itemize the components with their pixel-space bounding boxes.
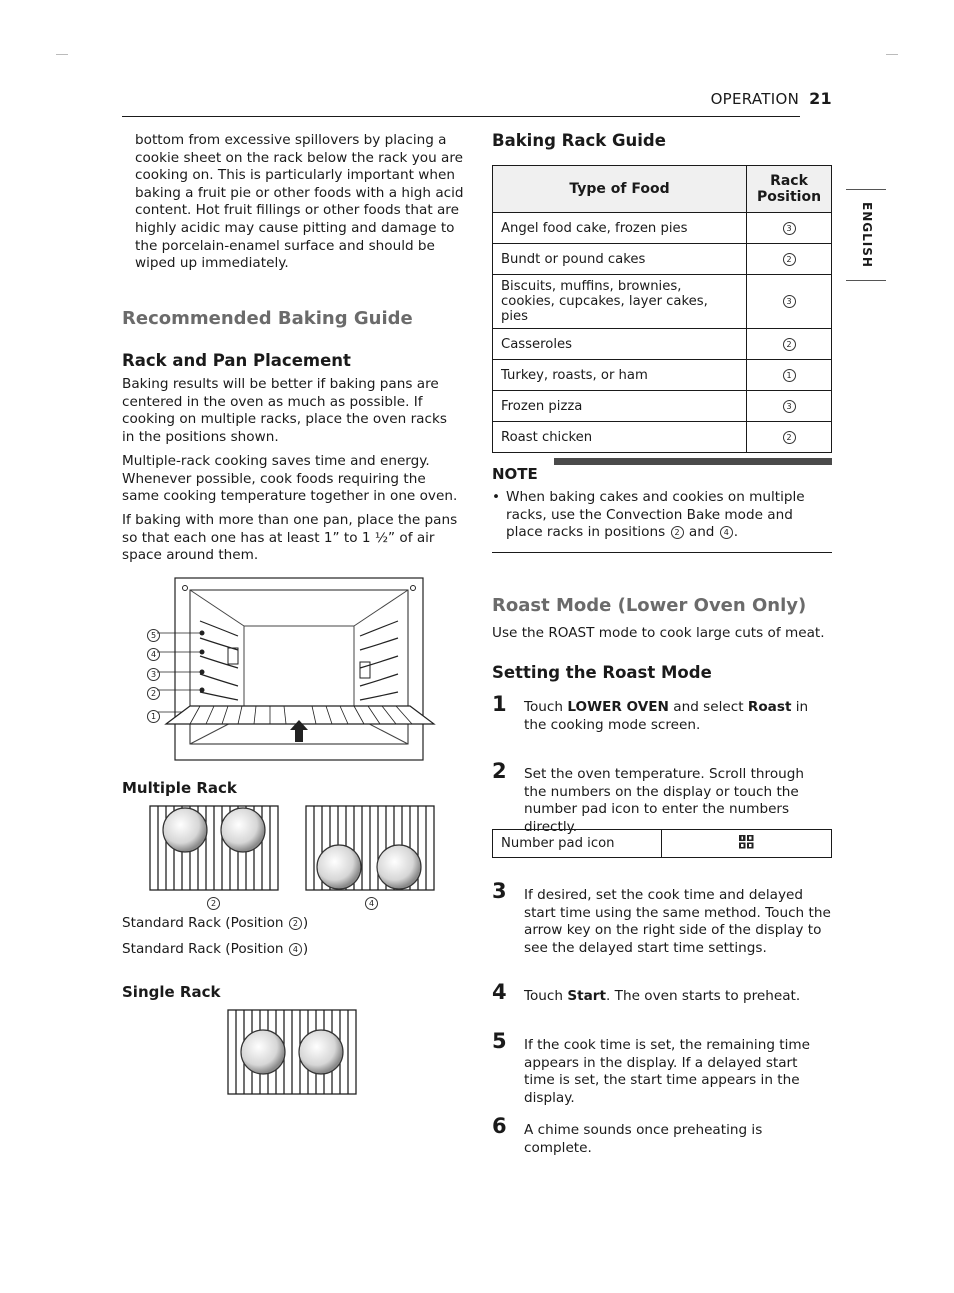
rack-position-label: 3: [147, 668, 160, 681]
roast-title: Roast Mode (Lower Oven Only): [492, 595, 807, 616]
rack-position-label: 4: [147, 648, 160, 661]
standard-rack-caption-2: Standard Rack (Position 4 ): [122, 941, 309, 957]
crop-mark: [56, 54, 68, 55]
intro-paragraph: bottom from excessive spillovers by placing a cookie sheet on the rack below the rack you are cooking on. This is particularly important when baking a fruit pie or other foods with a high acid content. Hot fruit fillings or other foods that are highly acidic may cause pitting and damage to the porcelain-enamel surface and should be wiped up immediately.: [135, 132, 464, 272]
col-header-food: Type of Food: [493, 166, 747, 213]
header-rule: [122, 116, 800, 117]
setting-title: Setting the Roast Mode: [492, 663, 712, 682]
roast-intro: Use the ROAST mode to cook large cuts of meat.: [492, 625, 825, 641]
table-row: Frozen pizza 3: [493, 391, 832, 422]
number-pad-label: Number pad icon: [493, 830, 662, 858]
paragraph-1: Baking results will be better if baking pans are centered in the oven as much as possible. If cooking on multiple racks, place the oven racks in the positions shown.: [122, 376, 447, 445]
col-header-position: Rack Position: [747, 166, 832, 213]
step-4-text: Touch Start. The oven starts to preheat.: [524, 988, 801, 1004]
single-rack-title: Single Rack: [122, 983, 221, 1001]
step-number: 5: [492, 1029, 507, 1053]
crop-mark: [886, 54, 898, 55]
bullet: •: [492, 489, 501, 505]
table-row: Turkey, roasts, or ham 1: [493, 360, 832, 391]
rack-position-label: 1: [147, 710, 160, 723]
table-row: Biscuits, muffins, brownies, cookies, cupcakes, layer cakes, pies 3: [493, 275, 832, 329]
paragraph-2: Multiple-rack cooking saves time and energy. Whenever possible, cook foods requiring the same cooking temperature together in one oven.: [122, 453, 458, 505]
language-label: ENGLISH: [860, 202, 874, 268]
multiple-rack-illustration: [148, 804, 438, 894]
number-pad-table: [492, 829, 832, 858]
section-title: Recommended Baking Guide: [122, 308, 413, 329]
step-3-text: If desired, set the cook time and delayed start time using the same method. Touch the arrow key on the right side of the display to see the delayed start time settings.: [524, 887, 831, 956]
standard-rack-caption-1: Standard Rack (Position 2 ): [122, 915, 309, 931]
step-5-text: If the cook time is set, the remaining time appears in the display. If a delayed start time is set, the start time appears in the display.: [524, 1037, 810, 1106]
step-6-text: A chime sounds once preheating is complete.: [524, 1122, 763, 1156]
note-bar: [554, 458, 832, 465]
table-row: Roast chicken 2: [493, 422, 832, 453]
step-number: 3: [492, 879, 507, 903]
table-title: Baking Rack Guide: [492, 131, 666, 150]
multi-pos-label-right: 4: [364, 892, 379, 911]
table-row: Bundt or pound cakes 2: [493, 244, 832, 275]
step-2-text: Set the oven temperature. Scroll through the numbers on the display or touch the number pad icon to enter the numbers directly.: [524, 766, 805, 835]
table-row: Angel food cake, frozen pies 3: [493, 213, 832, 244]
paragraph-3: If baking with more than one pan, place the pans so that each one has at least 1” to 1 ½” of air space around them.: [122, 512, 458, 564]
note-title: NOTE: [492, 465, 538, 483]
step-1-text: Touch LOWER OVEN and select Roast in the cooking mode screen.: [524, 699, 809, 733]
language-tab: [846, 189, 886, 281]
multiple-rack-title: Multiple Rack: [122, 779, 237, 797]
page-number: 21: [809, 89, 832, 108]
step-number: 4: [492, 980, 507, 1004]
rack-position-labels: [146, 627, 161, 727]
oven-rack-diagram: [140, 576, 440, 764]
rack-position-label: 5: [147, 629, 160, 642]
multi-pos-label-left: 2: [206, 892, 221, 911]
step-number: 6: [492, 1114, 507, 1138]
note-rule: [492, 552, 832, 553]
note-body: • When baking cakes and cookies on multiple racks, use the Convection Bake mode and place racks in positions 2 and 4 .: [492, 489, 805, 541]
baking-rack-guide-table: [492, 165, 832, 453]
single-rack-illustration: [226, 1008, 358, 1098]
page-header: [711, 89, 832, 108]
number-pad-cell: [662, 830, 832, 858]
number-pad-icon: [739, 835, 754, 849]
rack-position-label: 2: [147, 687, 160, 700]
table-row: Casseroles 2: [493, 329, 832, 360]
sub-title: Rack and Pan Placement: [122, 351, 351, 370]
header-section: OPERATION: [710, 90, 800, 108]
step-number: 1: [492, 692, 507, 716]
step-number: 2: [492, 759, 507, 783]
